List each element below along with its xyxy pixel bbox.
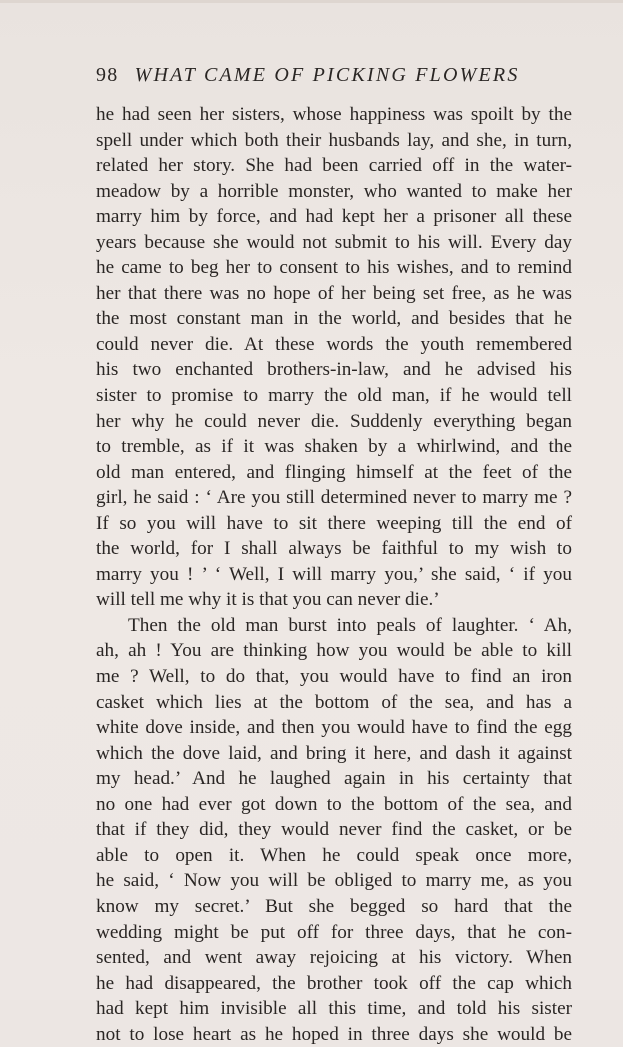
- text-line: able to open it. When he could speak once more,: [96, 844, 572, 866]
- text-line: had kept him invisible all this time, and told his sister: [96, 998, 572, 1020]
- text-line: which the dove laid, and bring it here, and dash it against: [96, 742, 572, 764]
- text-line: the most constant man in the world, and besides that he: [96, 308, 572, 330]
- page-number: 98: [96, 64, 119, 86]
- text-line: white dove inside, and then you would have to find the egg: [96, 717, 572, 739]
- text-line: old man entered, and flinging himself at the feet of the: [96, 461, 572, 483]
- text-line: ah, ah ! You are thinking how you would be able to kill: [96, 640, 572, 662]
- text-line: to tremble, as if it was shaken by a whirlwind, and the: [96, 436, 572, 458]
- text-line: he had disappeared, the brother took off the cap which: [96, 972, 572, 994]
- text-line: my head.’ And he laughed again in his certainty that: [96, 768, 572, 790]
- text-line: could never die. At these words the youth remembered: [96, 333, 572, 355]
- text-line: not to lose heart as he hoped in three days she would be: [96, 1023, 572, 1045]
- paragraph-end-line: will tell me why it is that you can never die.’: [96, 589, 440, 611]
- text-line: If so you will have to sit there weeping till the end of: [96, 512, 572, 534]
- page-top-edge: [0, 0, 623, 3]
- text-line: he said, ‘ Now you will be obliged to marry me, as you: [96, 870, 572, 892]
- text-line: sister to promise to marry the old man, if he would tell: [96, 385, 572, 407]
- text-line: me ? Well, to do that, you would have to find an iron: [96, 666, 572, 688]
- text-line: years because she would not submit to his will. Every day: [96, 231, 572, 253]
- text-line: meadow by a horrible monster, who wanted to make her: [96, 180, 572, 202]
- text-line: sented, and went away rejoicing at his victory. When: [96, 947, 572, 969]
- text-line: spell under which both their husbands lay, and she, in turn,: [96, 129, 572, 151]
- paragraph-start-line: Then the old man burst into peals of laughter. ‘ Ah,: [128, 614, 572, 636]
- text-line: no one had ever got down to the bottom of the sea, and: [96, 793, 572, 815]
- text-line: her that there was no hope of her being set free, as he was: [96, 282, 572, 304]
- running-title: WHAT CAME OF PICKING FLOWERS: [134, 64, 520, 86]
- text-line: he had seen her sisters, whose happiness was spoilt by the: [96, 104, 572, 125]
- text-line: the world, for I shall always be faithful to my wish to: [96, 538, 572, 560]
- text-line: casket which lies at the bottom of the sea, and has a: [96, 691, 572, 713]
- running-head: [96, 64, 536, 94]
- text-line: wedding might be put off for three days, that he con-: [96, 921, 572, 943]
- text-line: he came to beg her to consent to his wishes, and to remind: [96, 257, 572, 279]
- text-line: related her story. She had been carried off in the water-: [96, 155, 572, 177]
- text-line: marry you ! ’ ‘ Well, I will marry you,’ she said, ‘ if you: [96, 563, 572, 585]
- text-line: know my secret.’ But she begged so hard that the: [96, 895, 572, 917]
- text-line: his two enchanted brothers-in-law, and he advised his: [96, 359, 572, 381]
- body-text: [96, 102, 572, 1047]
- text-line: marry him by force, and had kept her a prisoner all these: [96, 206, 572, 228]
- text-line: girl, he said : ‘ Are you still determined never to marry me ?: [96, 487, 572, 509]
- text-line: that if they did, they would never find the casket, or be: [96, 819, 572, 841]
- text-line: her why he could never die. Suddenly everything began: [96, 410, 572, 432]
